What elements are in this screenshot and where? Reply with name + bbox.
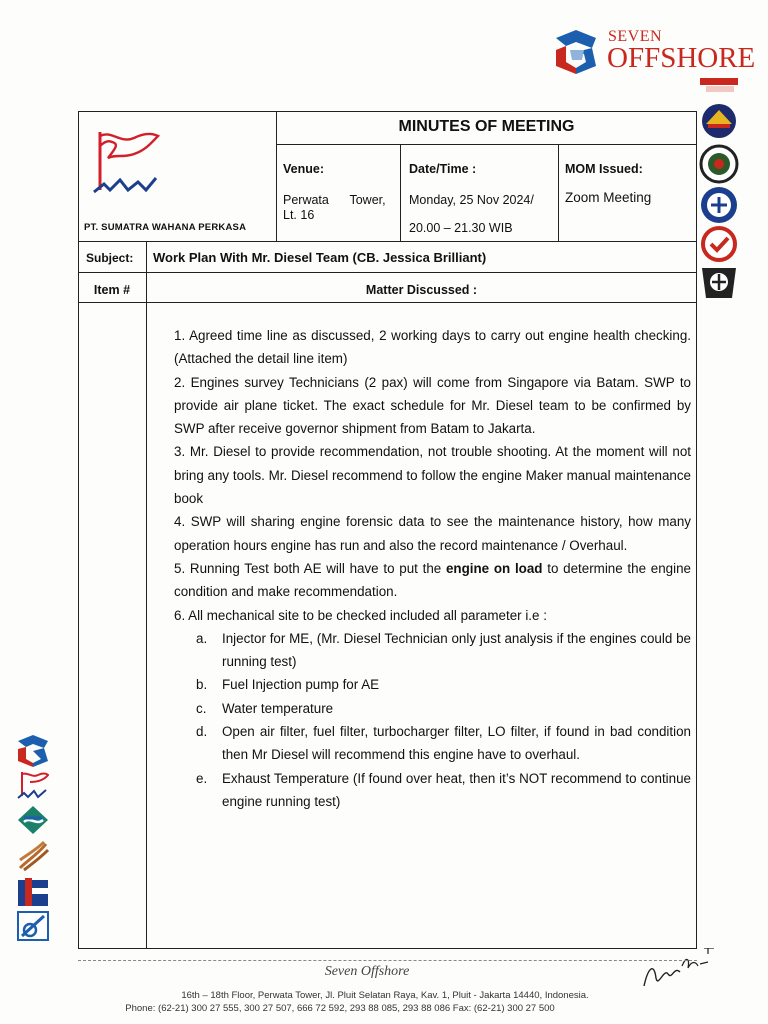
item5-text-after: to determine the engine condition and make recommendation. bbox=[174, 560, 691, 600]
sub-item-letter: e. bbox=[196, 770, 208, 786]
sub-item-letter: c. bbox=[196, 700, 207, 716]
sub-item-text: Open air filter, fuel filter, turbocharger filter, LO filter, if found in bad condition then Mr Diesel will recommend this engine have to overhaul. bbox=[222, 724, 691, 763]
subject-text: Work Plan With Mr. Diesel Team (CB. Jessica Brilliant) bbox=[153, 250, 487, 265]
subject-label: Subject: bbox=[86, 251, 134, 265]
venue-label: Venue: bbox=[283, 162, 324, 176]
datetime-label: Date/Time : bbox=[409, 162, 477, 176]
venue-line1: Perwata Tower, bbox=[283, 193, 386, 207]
matter-column-header: Matter Discussed : bbox=[365, 283, 478, 297]
item5-text-before: 5. Running Test both AE will have to put the bbox=[174, 560, 446, 576]
list-item: 4. SWP will sharing engine forensic data to see the maintenance history, how many operation hours engine has run and also the record maintenance / Overhaul. bbox=[174, 514, 691, 553]
sub-list-item bbox=[196, 720, 691, 767]
sub-item-letter: d. bbox=[196, 724, 208, 740]
list-item: 1. Agreed time line as discussed, 2 working days to carry out engine health checking. (Attached the detail line item) bbox=[174, 328, 691, 367]
footer-brand: Seven Offshore bbox=[324, 964, 410, 979]
logistics-company-icon bbox=[16, 910, 50, 942]
list-item: 3. Mr. Diesel to provide recommendation, not trouble shooting. At the moment will not bring any tools. Mr. Diesel recommend to follow the engine Maker manual maintenance book bbox=[174, 444, 691, 507]
sub-item-text: Fuel Injection pump for AE bbox=[222, 677, 380, 693]
document-title: MINUTES OF MEETING bbox=[398, 118, 575, 135]
meeting-time: 20.00 – 21.30 WIB bbox=[409, 221, 513, 235]
company-name: PT. SUMATRA WAHANA PERKASA bbox=[84, 222, 247, 233]
mom-issued-label: MOM Issued: bbox=[565, 162, 643, 176]
maritime-emblem-icon bbox=[698, 262, 740, 304]
class-society-seal-icon bbox=[698, 184, 740, 226]
sub-item-text: Injector for ME, (Mr. Diesel Technician only just analysis if the engines could be running test) bbox=[222, 630, 691, 670]
swp-small-icon bbox=[16, 770, 50, 802]
seven-offshore-small-icon bbox=[16, 735, 50, 767]
list-item bbox=[174, 557, 691, 604]
energy-company-icon bbox=[16, 840, 50, 872]
swp-company-logo bbox=[90, 128, 176, 204]
meeting-date: Monday, 25 Nov 2024/ bbox=[409, 193, 534, 207]
item5-bold-text: engine on load bbox=[445, 560, 543, 576]
seven-offshore-mark-icon bbox=[552, 28, 600, 76]
sub-list-item bbox=[196, 673, 691, 696]
mom-issued-value: Zoom Meeting bbox=[565, 190, 652, 205]
heavy-industry-icon bbox=[16, 876, 50, 908]
quality-cert-icon bbox=[698, 224, 740, 266]
footer-divider bbox=[78, 960, 697, 961]
sub-list-item bbox=[196, 627, 691, 674]
list-item: 2. Engines survey Technicians (2 pax) will come from Singapore via Batam. SWP to provide air plane ticket. The exact schedule for Mr. Diesel team to be confirmed by SWP after receive governor shipment from Batam to Jakarta. bbox=[174, 374, 691, 437]
matter-discussed-body bbox=[174, 324, 691, 813]
list-item: 6. All mechanical site to be checked included all parameter i.e : bbox=[174, 607, 547, 623]
shipping-emblem-icon bbox=[698, 100, 740, 142]
association-seal-icon bbox=[698, 143, 740, 185]
footer-address: 16th – 18th Floor, Perwata Tower, Jl. Pluit Selatan Raya, Kav. 1, Pluit - Jakarta 14440, Indonesia. bbox=[181, 990, 589, 1001]
marine-company-icon bbox=[16, 804, 50, 836]
item-column-header: Item # bbox=[93, 283, 131, 297]
sub-item-letter: b. bbox=[196, 677, 208, 693]
brand-top-text: SEVEN bbox=[608, 28, 663, 45]
sub-list-item bbox=[196, 767, 691, 814]
sub-list-item bbox=[196, 697, 691, 720]
sub-item-text: Exhaust Temperature (If found over heat, then it’s NOT recommend to continue engine running test) bbox=[222, 770, 691, 809]
brand-main-text: OFFSHORE bbox=[607, 42, 756, 74]
sub-item-letter: a. bbox=[196, 630, 208, 646]
seven-offshore-logo bbox=[552, 26, 756, 96]
certification-badge-icon bbox=[700, 78, 738, 94]
venue-line2: Lt. 16 bbox=[283, 208, 315, 222]
sub-item-text: Water temperature bbox=[222, 700, 334, 716]
footer-phone: Phone: (62-21) 300 27 555, 300 27 507, 666 72 592, 293 88 085, 293 88 086 Fax: (62-21) 300 27 500 bbox=[125, 1003, 555, 1014]
